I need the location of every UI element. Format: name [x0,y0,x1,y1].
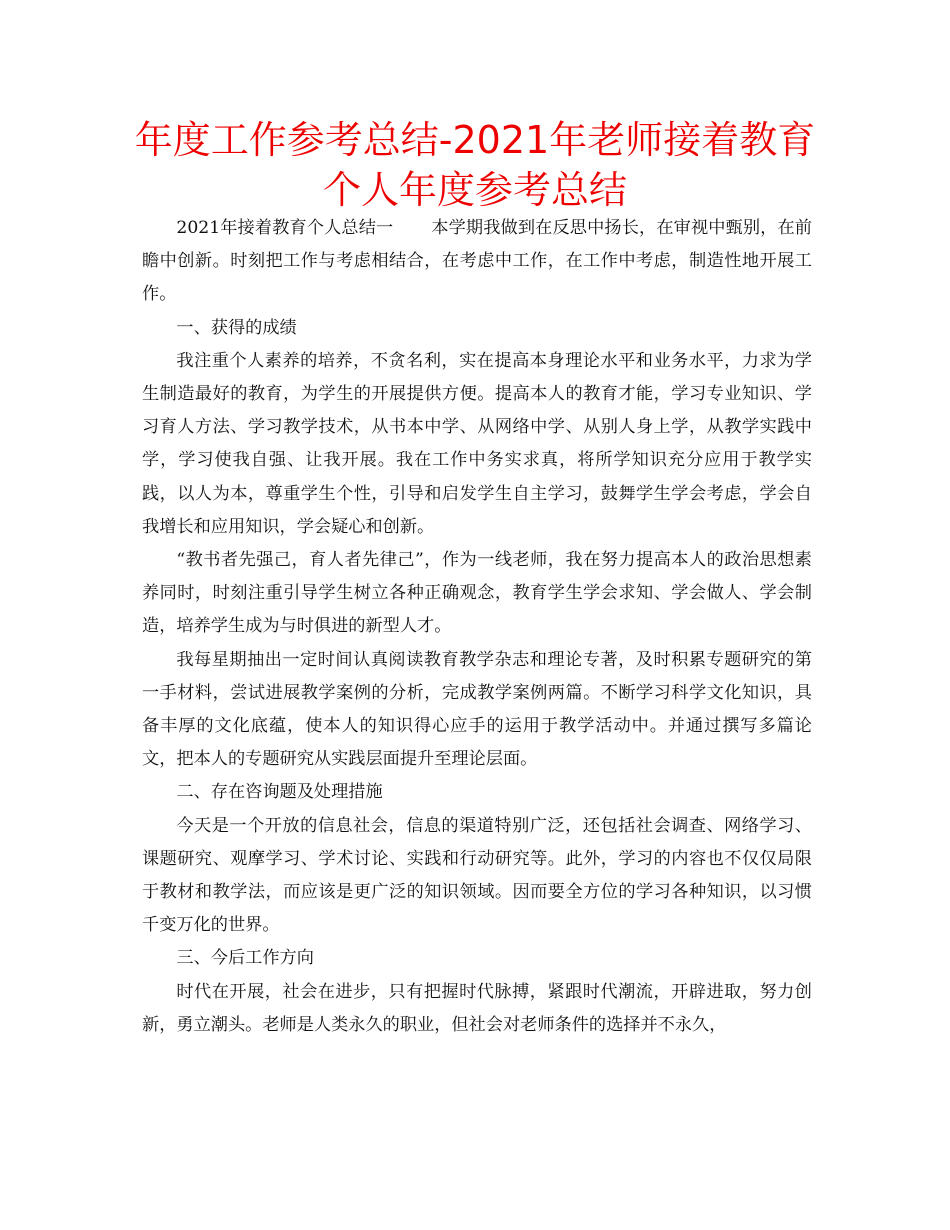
document-body [142,212,812,1042]
intro-text: 本学期我做到在反思中扬长，在审视中甄别，在前瞻中创新。时刻把工作与考虑相结合，在考虑中工作，在工作中考虑，制造性地开展工作。 [142,218,812,305]
document-title: 年度工作参考总结-2021年老师接着教育个人年度参考总结 [134,118,816,212]
section-heading-future: 三、今后工作方向 [176,948,314,969]
body-paragraph: “教书者先强己，育人者先律己”，作为一线老师，我在努力提高本人的政治思想素养同时，时刻注重引导学生树立各种正确观念，教育学生学会求知、学会做人、学会制造，培养学生成为与时俱进的新型人才。 [142,550,812,637]
intro-paragraph [142,212,812,312]
body-paragraph: 我注重个人素养的培养，不贪名利，实在提高本身理论水平和业务水平，力求为学生制造最好的教育，为学生的开展提供方便。提高本人的教育才能，学习专业知识、学习育人方法、学习教学技术，从书本中学、从网络中学、从别人身上学，从教学实践中学，学习使我自强、让我开展。我在工作中务实求真，将所学知识充分应用于教学实践，以人为本，尊重学生个性，引导和启发学生自主学习，鼓舞学生学会考虑，学会自我增长和应用知识，学会疑心和创新。 [142,350,812,537]
section-heading-achievements: 一、获得的成绩 [176,317,297,338]
body-paragraph: 时代在开展，社会在进步，只有把握时代脉搏，紧跟时代潮流，开辟进取，努力创新，勇立潮头。老师是人类永久的职业，但社会对老师条件的选择并不永久， [142,981,812,1035]
body-paragraph: 我每星期抽出一定时间认真阅读教育教学杂志和理论专著，及时积累专题研究的第一手材料，尝试进展教学案例的分析，完成教学案例两篇。不断学习科学文化知识，具备丰厚的文化底蕴，使本人的知识得心应手的运用于教学活动中。并通过撰写多篇论文，把本人的专题研究从实践层面提升至理论层面。 [142,649,812,770]
intro-label: 2021年接着教育个人总结一 [176,218,394,238]
body-paragraph: 今天是一个开放的信息社会，信息的渠道特别广泛，还包括社会调查、网络学习、课题研究、观摩学习、学术讨论、实践和行动研究等。此外，学习的内容也不仅仅局限于教材和教学法，而应该是更广泛的知识领域。因而要全方位的学习各种知识，以习惯千变万化的世界。 [142,815,812,936]
section-heading-problems: 二、存在咨询题及处理措施 [176,782,383,803]
